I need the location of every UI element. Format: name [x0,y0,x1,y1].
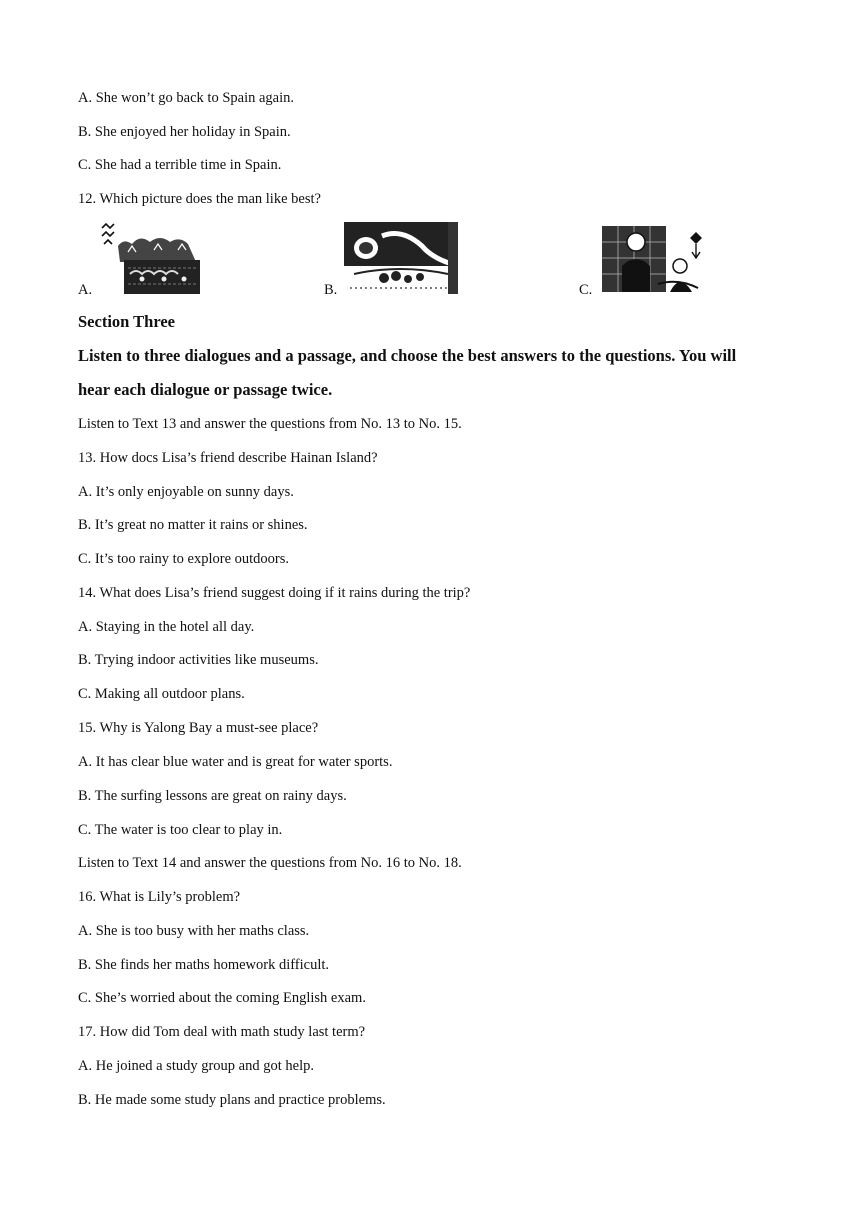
option-13a: A. It’s only enjoyable on sunny days. [78,484,294,500]
option-11c: C. She had a terrible time in Spain. [78,157,282,173]
option-15a: A. It has clear blue water and is great for water sports. [78,754,393,770]
text14-intro: Listen to Text 14 and answer the questions from No. 16 to No. 18. [78,855,462,871]
option-11b: B. She enjoyed her holiday in Spain. [78,124,291,140]
option-13c: C. It’s too rainy to explore outdoors. [78,551,290,567]
option-13b: B. It’s great no matter it rains or shines. [78,517,308,533]
fruit-bowl-sketch-icon [344,222,458,294]
landscape-sketch-icon [98,222,202,294]
section-instruction-line2: hear each dialogue or passage twice. [78,380,333,399]
picture-label-b: B. [324,282,338,298]
question-14: 14. What does Lisa’s friend suggest doing if it rains during the trip? [78,585,471,601]
people-sketch-icon [600,222,708,294]
option-15c: C. The water is too clear to play in. [78,822,283,838]
picture-label-a: A. [78,282,93,298]
option-17b: B. He made some study plans and practice problems. [78,1092,386,1108]
option-14c: C. Making all outdoor plans. [78,686,245,702]
text13-intro: Listen to Text 13 and answer the questions from No. 13 to No. 15. [78,416,462,432]
option-14a: A. Staying in the hotel all day. [78,619,255,635]
question-17: 17. How did Tom deal with math study last term? [78,1024,366,1040]
option-11a: A. She won’t go back to Spain again. [78,90,294,106]
question-15: 15. Why is Yalong Bay a must-see place? [78,720,319,736]
option-16c: C. She’s worried about the coming English exam. [78,990,366,1006]
option-15b: B. The surfing lessons are great on rainy days. [78,788,347,804]
question-13: 13. How docs Lisa’s friend describe Hainan Island? [78,450,378,466]
question-16: 16. What is Lily’s problem? [78,889,241,905]
option-16b: B. She finds her maths homework difficult. [78,957,330,973]
section-heading: Section Three [78,312,176,331]
section-instruction-line1: Listen to three dialogues and a passage, and choose the best answers to the questions. You will [78,346,737,365]
option-17a: A. He joined a study group and got help. [78,1058,314,1074]
question-12: 12. Which picture does the man like best? [78,191,321,207]
option-14b: B. Trying indoor activities like museums. [78,652,319,668]
option-16a: A. She is too busy with her maths class. [78,923,310,939]
picture-label-c: C. [579,282,593,298]
